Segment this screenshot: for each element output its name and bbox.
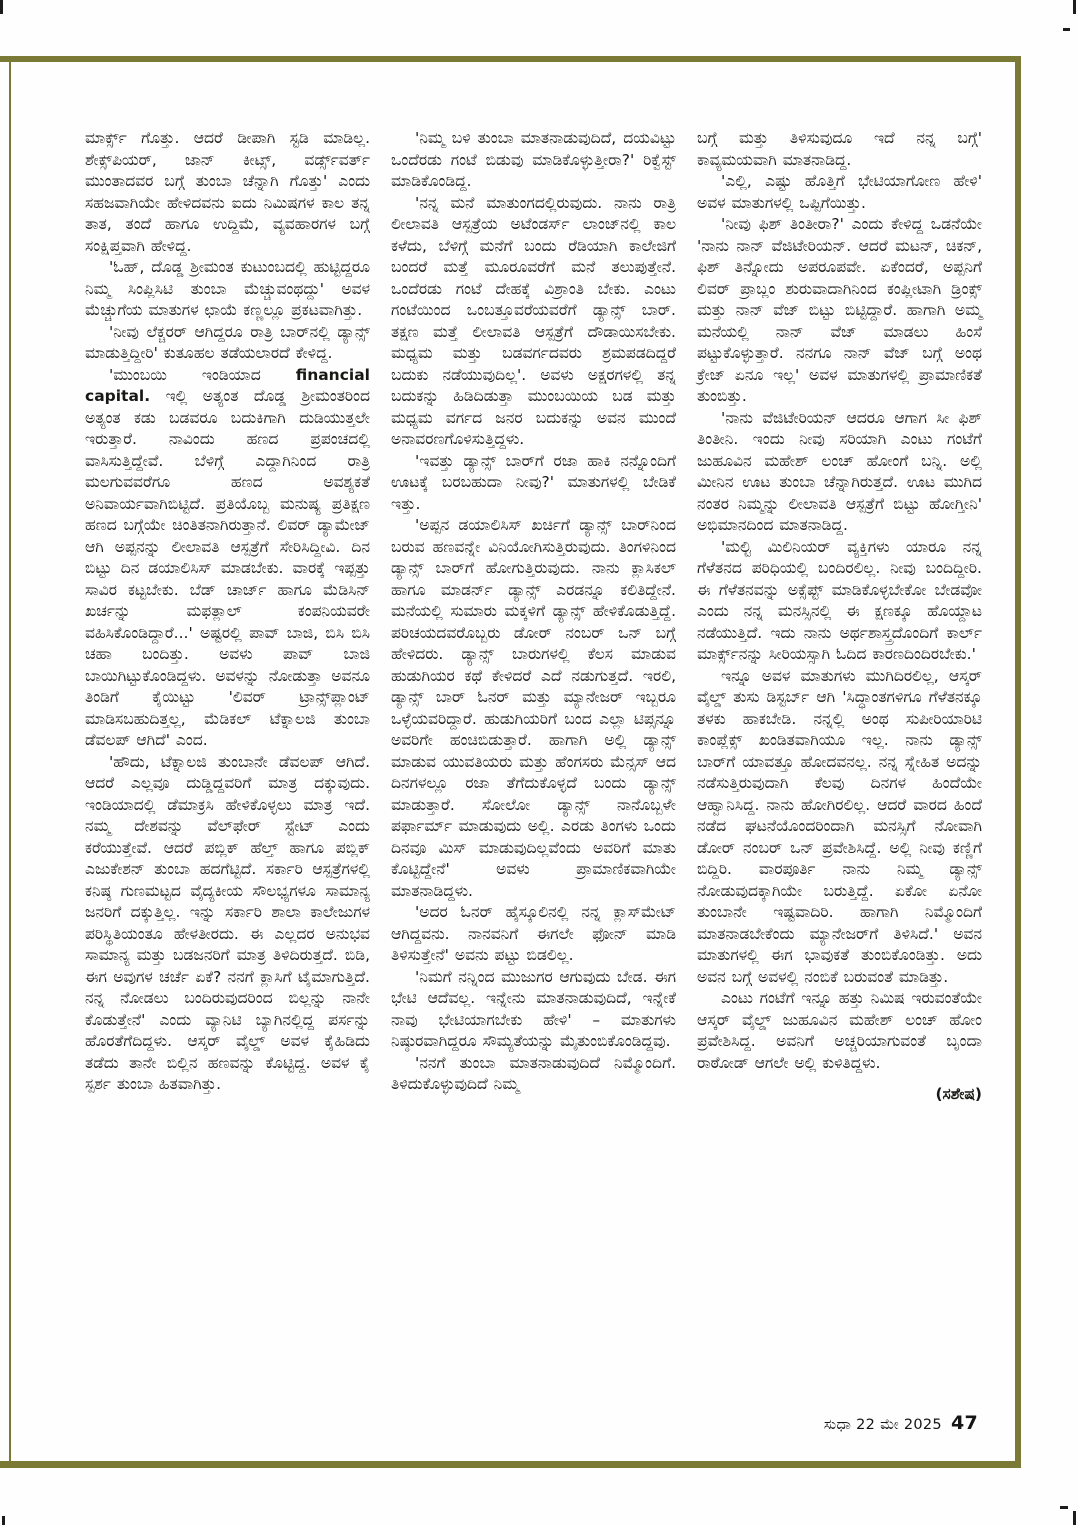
paragraph-text: 'ನಿಮ್ಮ ಬಳಿ ತುಂಬಾ ಮಾತನಾಡುವುದಿದೆ, ದಯವಿಟ್ಟು ಒಂದೆರಡು ಗಂಟೆ ಬಿಡುವು ಮಾಡಿಕೊಳ್ಳುತ್ತೀರಾ?' ರಿಕ್ವೆಸ್ಟ್ ಮಾಡಿಕೊಂಡಿದ್ದ.: [391, 129, 676, 190]
paragraph: [391, 902, 676, 967]
paragraph-text: 'ಇವತ್ತು ಡ್ಯಾನ್ಸ್ ಬಾರ್‌ಗೆ ರಜಾ ಹಾಕಿ ನನ್ನೊಂದಿಗೆ ಊಟಕ್ಕೆ ಬರಬಹುದಾ ನೀವು?' ಮಾತುಗಳಲ್ಲಿ ಬೇಡಿಕೆ ಇತ್ತು.: [391, 451, 676, 513]
paragraph: [697, 666, 982, 989]
text-column-2: [391, 128, 676, 1106]
paragraph-text: 'ನನ್ನ ಮನೆ ಮಾತುಂಗದಲ್ಲಿರುವುದು. ನಾನು ರಾತ್ರಿ ಲೀಲಾವತಿ ಆಸ್ಪತ್ರೆಯ ಅಟೆಂಡರ್ಸ್ ಲಾಂಜ್‌ನಲ್ಲಿ ಕಾಲ ಕಳೆದು, ಬೆಳಿಗ್ಗೆ ಮನೆಗೆ ಬಂದು ರೆಡಿಯಾಗಿ ಕಾಲೇಜಿಗೆ ಬಂದರೆ ಮತ್ತೆ ಮೂರೂವರೆಗೆ ಮನೆ ತಲುಪುತ್ತೇನೆ. ಒಂದೆರಡು ಗಂಟೆ ದೇಹಕ್ಕೆ ವಿಶ್ರಾಂತಿ ಬೇಕು. ಎಂಟು ಗಂಟೆಯಿಂದ ಒಂಬತ್ತೂವರೆಯವರೆಗೆ ಡ್ಯಾನ್ಸ್ ಬಾರ್. ತಕ್ಷಣ ಮತ್ತೆ ಲೀಲಾವತಿ ಆಸ್ಪತ್ರೆಗೆ ದೌಡಾಯಿಸಬೇಕು. ಮಧ್ಯಮ ಮತ್ತು ಬಡವರ್ಗದವರು ಶ್ರಮಪಡದಿದ್ದರೆ ಬದುಕು ನಡೆಯುವುದಿಲ್ಲ'. ಅವಳು ಅಕ್ಷರಗಳಲ್ಲಿ ತನ್ನ ಬದುಕನ್ನು ಹಿಡಿದಿಡುತ್ತಾ ಮುಂಬಯಿಯ ಬಡ ಮತ್ತು ಮಧ್ಯಮ ವರ್ಗದ ಜನರ ಬದುಕನ್ನು ಅವನ ಮುಂದೆ ಅನಾವರಣಗೊಳಿಸುತ್ತಿದ್ದಳು.: [391, 193, 676, 448]
paragraph-text: 'ಅದರ ಓನರ್ ಹೈಸ್ಕೂಲಿನಲ್ಲಿ ನನ್ನ ಕ್ಲಾಸ್‌ಮೇಟ್ ಆಗಿದ್ದವನು. ನಾನವನಿಗೆ ಈಗಲೇ ಫೋನ್ ಮಾಡಿ ತಿಳಿಸುತ್ತೇನೆ' ಅವನು ಪಟ್ಟು ಬಿಡಲಿಲ್ಲ.: [391, 903, 676, 964]
paragraph-text: ಇಲ್ಲಿ ಅತ್ಯಂತ ದೊಡ್ಡ ಶ್ರೀಮಂತರಿಂದ ಅತ್ಯಂತ ಕಡು ಬಡವರೂ ಬದುಕಿಗಾಗಿ ದುಡಿಯುತ್ತಲೇ ಇರುತ್ತಾರೆ. ನಾವಿಂದು ಹಣದ ಪ್ರಪಂಚದಲ್ಲಿ ವಾಸಿಸುತ್ತಿದ್ದೇವೆ. ಬೆಳಿಗ್ಗೆ ಎದ್ದಾಗಿನಿಂದ ರಾತ್ರಿ ಮಲಗುವವರೆಗೂ ಹಣದ ಅವಶ್ಯಕತೆ ಅನಿವಾರ್ಯವಾಗಿಬಿಟ್ಟಿದೆ. ಪ್ರತಿಯೊಬ್ಬ ಮನುಷ್ಯ ಪ್ರತಿಕ್ಷಣ ಹಣದ ಬಗ್ಗೆಯೇ ಚಿಂತಿತನಾಗಿರುತ್ತಾನೆ. ಲಿವರ್ ಡ್ಯಾಮೇಜ್ ಆಗಿ ಅಪ್ಪನನ್ನು ಲೀಲಾವತಿ ಆಸ್ಪತ್ರೆಗೆ ಸೇರಿಸಿದ್ದೀವಿ. ದಿನ ಬಿಟ್ಟು ದಿನ ಡಯಾಲಿಸಿಸ್ ಮಾಡಬೇಕು. ವಾರಕ್ಕೆ ಇಪ್ಪತ್ತು ಸಾವಿರ ಕಟ್ಟಬೇಕು. ಬೆಡ್ ಚಾರ್ಜ್ ಹಾಗೂ ಮೆಡಿಸಿನ್ ಖರ್ಚನ್ನು ಮಫತ್ಲಾಲ್ ಕಂಪನಿಯವರೇ ವಹಿಸಿಕೊಂಡಿದ್ದಾರೆ...' ಅಷ್ಟರಲ್ಲಿ ಪಾವ್ ಬಾಜಿ, ಬಿಸಿ ಬಿಸಿ ಚಹಾ ಬಂದಿತ್ತು. ಅವಳು ಪಾವ್ ಬಾಜಿ ಬಾಯಿಗಿಟ್ಟುಕೊಂಡಿದ್ದಳು. ಅವಳನ್ನು ನೋಡುತ್ತಾ ಅವನೂ ತಿಂಡಿಗೆ ಕೈಯಿಟ್ಟು 'ಲಿವರ್ ಟ್ರಾನ್ಸ್‌ಪ್ಲಾಂಟ್ ಮಾಡಿಸಬಹುದಿತ್ತಲ್ಲ, ಮೆಡಿಕಲ್ ಟೆಕ್ನಾಲಜಿ ತುಂಬಾ ಡೆವಲಪ್ ಆಗಿದೆ' ಎಂದ.: [85, 387, 370, 749]
paragraph-text: ಇನ್ನೂ ಅವಳ ಮಾತುಗಳು ಮುಗಿದಿರಲಿಲ್ಲ, ಆಸ್ಕರ್ ವೈಲ್ಡ್ ತುಸು ಡಿಸ್ಟರ್ಬ್ ಆಗಿ 'ಸಿದ್ಧಾಂತಗಳಿಗೂ ಗೆಳೆತನಕ್ಕೂ ತಳಕು ಹಾಕಬೇಡಿ. ನನ್ನಲ್ಲಿ ಅಂಥ ಸುಪೀರಿಯಾರಿಟಿ ಕಾಂಪ್ಲೆಕ್ಸ್ ಖಂಡಿತವಾಗಿಯೂ ಇಲ್ಲ. ನಾನು ಡ್ಯಾನ್ಸ್ ಬಾರ್‌ಗೆ ಯಾವತ್ತೂ ಹೋದವನಲ್ಲ. ನನ್ನ ಸ್ನೇಹಿತ ಅದನ್ನು ನಡೆಸುತ್ತಿರುವುದಾಗಿ ಕೆಲವು ದಿನಗಳ ಹಿಂದೆಯೇ ಆಹ್ವಾನಿಸಿದ್ದ. ನಾನು ಹೋಗಿರಲಿಲ್ಲ. ಆದರೆ ವಾರದ ಹಿಂದೆ ನಡೆದ ಘಟನೆಯೊಂದರಿಂದಾಗಿ ಮನಸ್ಸಿಗೆ ನೋವಾಗಿ ಡೋರ್ ನಂಬರ್ ಒನ್ ಪ್ರವೇಶಿಸಿದ್ದೆ. ಅಲ್ಲಿ ನೀವು ಕಣ್ಣಿಗೆ ಬಿದ್ದಿರಿ. ವಾರಪೂರ್ತಿ ನಾನು ನಿಮ್ಮ ಡ್ಯಾನ್ಸ್ ನೋಡುವುದಕ್ಕಾಗಿಯೇ ಬರುತ್ತಿದ್ದೆ. ಏಕೋ ಏನೋ ತುಂಬಾನೇ ಇಷ್ಟವಾದಿರಿ. ಹಾಗಾಗಿ ನಿಮ್ಮೊಂದಿಗೆ ಮಾತನಾಡಬೇಕೆಂದು ಮ್ಯಾನೇಜರ್‌ಗೆ ತಿಳಿಸಿದೆ.' ಅವನ ಮಾತುಗಳಲ್ಲಿ ಈಗ ಭಾವುಕತೆ ತುಂಬಿಕೊಂಡಿತ್ತು. ಅದು ಅವನ ಬಗ್ಗೆ ಅವಳಲ್ಲಿ ನಂಬಿಕೆ ಬರುವಂತೆ ಮಾಡಿತ್ತು.: [697, 666, 982, 986]
paragraph-text: financial capital.: [85, 365, 370, 405]
continuation-note: [697, 1084, 982, 1106]
paragraph: [697, 537, 982, 666]
crop-mark-bottom-right: [1073, 1511, 1076, 1525]
page-border-bottom: [0, 1461, 1021, 1468]
paragraph-text: (ಸಶೇಷ): [935, 1085, 982, 1103]
paragraph-text: 'ನನಗೆ ತುಂಬಾ ಮಾತನಾಡುವುದಿದೆ ನಿಮ್ಮೊಂದಿಗೆ. ತಿಳಿದುಕೊಳ್ಳುವುದಿದೆ ನಿಮ್ಮ: [391, 1053, 676, 1093]
paragraph-text: 'ನಿಮಗೆ ನನ್ನಿಂದ ಮುಜುಗರ ಆಗುವುದು ಬೇಡ. ಈಗ ಭೇಟಿ ಆದೆವಲ್ಲ. ಇನ್ನೇನು ಮಾತನಾಡುವುದಿದೆ, ಇನ್ನೇಕೆ ನಾವು ಭೇಟಿಯಾಗಬೇಕು ಹೇಳಿ' – ಮಾತುಗಳು ನಿಷ್ಠುರವಾಗಿದ್ದರೂ ಸೌಮ್ಯತೆಯನ್ನು ಮೈತುಂಬಿಕೊಂಡಿದ್ದವು.: [391, 967, 676, 1050]
page-border-top: [0, 56, 1021, 62]
paragraph: [85, 257, 370, 322]
crop-mark-bottom-left: [2, 1516, 5, 1525]
paragraph: [697, 408, 982, 537]
crop-mark-right-upper: [1063, 28, 1070, 31]
paragraph: [85, 752, 370, 1096]
paragraph-text: 'ನೀವು ಫಿಶ್ ತಿಂತೀರಾ?' ಎಂದು ಕೇಳಿದ್ದ ಒಡನೆಯೇ 'ನಾನು ನಾನ್ ವೆಜಿಟೇರಿಯನ್. ಆದರೆ ಮಟನ್, ಚಿಕನ್, ಫಿಶ್ ತಿನ್ನೋದು ಅಪರೂಪವೇ. ಏಕೆಂದರೆ, ಅಪ್ಪನಿಗೆ ಲಿವರ್ ಪ್ರಾಬ್ಲಂ ಶುರುವಾದಾಗಿನಿಂದ ಕಂಪ್ಲೀಟಾಗಿ ಡ್ರಿಂಕ್ಸ್ ಮತ್ತು ನಾನ್ ವೆಜ್ ಬಿಟ್ಟು ಬಿಟ್ಟಿದ್ದಾರೆ. ಹಾಗಾಗಿ ಅಮ್ಮ ಮನೆಯಲ್ಲಿ ನಾನ್ ವೆಜ್ ಮಾಡಲು ಹಿಂಸೆ ಪಟ್ಟುಕೊಳ್ಳುತ್ತಾರೆ. ನನಗೂ ನಾನ್ ವೆಜ್ ಬಗ್ಗೆ ಅಂಥ ಕ್ರೇಜ್ ಏನೂ ಇಲ್ಲ' ಅವಳ ಮಾತುಗಳಲ್ಲಿ ಪ್ರಾಮಾಣಿಕತೆ ತುಂಬಿತ್ತು.: [697, 215, 982, 405]
paragraph-text: 'ಎಲ್ಲಿ, ಎಷ್ಟು ಹೊತ್ತಿಗೆ ಭೇಟಿಯಾಗೋಣ ಹೇಳಿ' ಅವಳ ಮಾತುಗಳಲ್ಲಿ ಒಪ್ಪಿಗೆಯಿತ್ತು.: [697, 172, 982, 212]
paragraph-text: ಎಂಟು ಗಂಟೆಗೆ ಇನ್ನೂ ಹತ್ತು ನಿಮಿಷ ಇರುವಂತೆಯೇ ಆಸ್ಕರ್ ವೈಲ್ಡ್ ಜುಹೂವಿನ ಮಹೇಶ್ ಲಂಚ್ ಹೋಂ ಪ್ರವೇಶಿಸಿದ್ದ. ಅವನಿಗೆ ಅಚ್ಚರಿಯಾಗುವಂತೆ ಬೃಂದಾ ರಾಠೋಡ್ ಆಗಲೇ ಅಲ್ಲಿ ಕುಳಿತಿದ್ದಳು.: [697, 989, 982, 1072]
paragraph-text: 'ಮುಂಬಯಿ ಇಂಡಿಯಾದ: [109, 365, 296, 384]
paragraph-text: ಬಗ್ಗೆ ಮತ್ತು ತಿಳಿಸುವುದೂ ಇದೆ ನನ್ನ ಬಗ್ಗೆ' ಕಾವ್ಯಮಯವಾಗಿ ಮಾತನಾಡಿದ್ದ.: [697, 129, 982, 169]
paragraph-text: 'ಓಹ್, ದೊಡ್ಡ ಶ್ರೀಮಂತ ಕುಟುಂಬದಲ್ಲಿ ಹುಟ್ಟಿದ್ದರೂ ನಿಮ್ಮ ಸಿಂಪ್ಲಿಸಿಟಿ ತುಂಬಾ ಮೆಚ್ಚುವಂಥದ್ದು' ಅವಳ ಮೆಚ್ಚುಗೆಯ ಮಾತುಗಳ ಛಾಯೆ ಕಣ್ಣಲ್ಲೂ ಪ್ರಕಟವಾಗಿತ್ತು.: [85, 258, 370, 319]
page-border-left: [9, 56, 11, 1468]
crop-mark-top-right: [1073, 0, 1076, 14]
paragraph-text: 'ಹೌದು, ಟೆಕ್ನಾಲಜಿ ತುಂಬಾನೇ ಡೆವಲಪ್ ಆಗಿದೆ. ಆದರೆ ಎಲ್ಲವೂ ದುಡ್ಡಿದ್ದವರಿಗೆ ಮಾತ್ರ ದಕ್ಕುವುದು. ಇಂಡಿಯಾದಲ್ಲಿ ಡೆಮಾಕ್ರಸಿ ಹೇಳಿಕೊಳ್ಳಲು ಮಾತ್ರ ಇದೆ. ನಮ್ಮ ದೇಶವನ್ನು ವೆಲ್‌ಫೇರ್ ಸ್ಟೇಟ್ ಎಂದು ಕರೆಯುತ್ತೇವೆ. ಆದರೆ ಪಬ್ಲಿಕ್ ಹೆಲ್ತ್ ಹಾಗೂ ಪಬ್ಲಿಕ್ ಎಜುಕೇಶನ್ ತುಂಬಾ ಹದಗೆಟ್ಟಿದೆ. ಸರ್ಕಾರಿ ಆಸ್ಪತ್ರೆಗಳಲ್ಲಿ ಕನಿಷ್ಠ ಗುಣಮಟ್ಟದ ವೈದ್ಯಕೀಯ ಸೌಲಭ್ಯಗಳೂ ಸಾಮಾನ್ಯ ಜನರಿಗೆ ದಕ್ಕುತ್ತಿಲ್ಲ. ಇನ್ನು ಸರ್ಕಾರಿ ಶಾಲಾ ಕಾಲೇಜುಗಳ ಪರಿಸ್ಥಿತಿಯಂತೂ ಹೇಳತೀರದು. ಈ ಎಲ್ಲದರ ಅನುಭವ ಸಾಮಾನ್ಯ ಮತ್ತು ಬಡಜನರಿಗೆ ಮಾತ್ರ ತಿಳಿದಿರುತ್ತದೆ. ಬಿಡಿ, ಈಗ ಅವುಗಳ ಚರ್ಚೆ ಏಕೆ? ನನಗೆ ಕ್ಲಾಸಿಗೆ ಟೈಮಾಗುತ್ತಿದೆ. ನನ್ನ ನೋಡಲು ಬಂದಿರುವುದರಿಂದ ಬಿಲ್ಲನ್ನು ನಾನೇ ಕೊಡುತ್ತೇನೆ' ಎಂದು ವ್ಯಾನಿಟಿ ಬ್ಯಾಗಿನಲ್ಲಿದ್ದ ಪರ್ಸನ್ನು ಹೊರತೆಗೆದಿದ್ದಳು. ಆಸ್ಕರ್ ವೈಲ್ಡ್ ಅವಳ ಕೈಹಿಡಿದು ತಡೆದು ತಾನೇ ಬಿಲ್ಲಿನ ಹಣವನ್ನು ಕೊಟ್ಟಿದ್ದ. ಅವಳ ಕೈ ಸ್ಪರ್ಶ ತುಂಬಾ ಹಿತವಾಗಿತ್ತು.: [85, 752, 370, 1093]
paragraph: [85, 365, 370, 752]
paragraph: [391, 128, 676, 193]
paragraph: [391, 451, 676, 516]
paragraph: [85, 128, 370, 257]
page-number: 47: [950, 1412, 978, 1434]
text-column-3: [697, 128, 982, 1106]
paragraph: [391, 515, 676, 902]
page-footer: [824, 1412, 978, 1434]
magazine-issue-date: ಸುಧಾ 22 ಮೇ 2025: [823, 1417, 942, 1433]
paragraph-text: 'ಮಲ್ಟಿ ಮಿಲಿನಿಯರ್ ವ್ಯಕ್ತಿಗಳು ಯಾರೂ ನನ್ನ ಗೆಳೆತನದ ಪರಿಧಿಯಲ್ಲಿ ಬಂದಿರಲಿಲ್ಲ. ನೀವು ಬಂದಿದ್ದೀರಿ. ಈ ಗೆಳೆತನವನ್ನು ಅಕ್ಸೆಪ್ಟ್ ಮಾಡಿಕೊಳ್ಳಬೇಕೋ ಬೇಡವೋ ಎಂದು ನನ್ನ ಮನಸ್ಸಿನಲ್ಲಿ ಈ ಕ್ಷಣಕ್ಕೂ ಹೊಯ್ದಾಟ ನಡೆಯುತ್ತಿದೆ. ಇದು ನಾನು ಅರ್ಥಶಾಸ್ತ್ರದೊಂದಿಗೆ ಕಾರ್ಲ್ ಮಾರ್ಕ್ಸ್‌ನನ್ನು ಸೀರಿಯಸ್ಸಾಗಿ ಓದಿದ ಕಾರಣದಿಂದಿರಬೇಕು.': [697, 537, 982, 663]
paragraph: [697, 128, 982, 171]
crop-mark-right-lower: [1060, 1506, 1068, 1509]
paragraph: [391, 1053, 676, 1096]
article-body: [85, 128, 982, 1106]
crop-mark-top-left: [0, 0, 3, 14]
page-border-right: [1015, 56, 1021, 1468]
paragraph-text: 'ನೀವು ಲೆಕ್ಚರರ್ ಆಗಿದ್ದರೂ ರಾತ್ರಿ ಬಾರ್‌ನಲ್ಲಿ ಡ್ಯಾನ್ಸ್ ಮಾಡುತ್ತಿದ್ದೀರಿ' ಕುತೂಹಲ ತಡೆಯಲಾರದೆ ಕೇಳಿದ್ದ.: [85, 322, 370, 362]
paragraph: [697, 171, 982, 214]
text-column-1: [85, 128, 370, 1106]
paragraph: [85, 322, 370, 365]
paragraph: [391, 193, 676, 451]
paragraph: [391, 967, 676, 1053]
paragraph-text: 'ನಾನು ವೆಜಿಟೇರಿಯನ್ ಆದರೂ ಆಗಾಗ ಸೀ ಫಿಶ್ ತಿಂತೀನಿ. ಇಂದು ನೀವು ಸರಿಯಾಗಿ ಎಂಟು ಗಂಟೆಗೆ ಜುಹೂವಿನ ಮಹೇಶ್ ಲಂಚ್ ಹೋಂಗೆ ಬನ್ನಿ. ಅಲ್ಲಿ ಮೀನಿನ ಊಟ ತುಂಬಾ ಚೆನ್ನಾಗಿರುತ್ತದೆ. ಊಟ ಮುಗಿದ ನಂತರ ನಿಮ್ಮನ್ನು ಲೀಲಾವತಿ ಆಸ್ಪತ್ರೆಗೆ ಬಿಟ್ಟು ಹೋಗ್ತೀನಿ' ಅಭಿಮಾನದಿಂದ ಮಾತನಾಡಿದ್ದ.: [697, 408, 982, 534]
paragraph: [697, 988, 982, 1074]
paragraph-text: 'ಅಪ್ಪನ ಡಯಾಲಿಸಿಸ್ ಖರ್ಚಿಗೆ ಡ್ಯಾನ್ಸ್ ಬಾರ್‌ನಿಂದ ಬರುವ ಹಣವನ್ನೇ ವಿನಿಯೋಗಿಸುತ್ತಿರುವುದು. ತಿಂಗಳಿನಿಂದ ಡ್ಯಾನ್ಸ್ ಬಾರ್‌ಗೆ ಹೋಗುತ್ತಿರುವುದು. ನಾನು ಕ್ಲಾಸಿಕಲ್ ಹಾಗೂ ಮಾಡರ್ನ್ ಡ್ಯಾನ್ಸ್ ಎರಡನ್ನೂ ಕಲಿತಿದ್ದೇನೆ. ಮನೆಯಲ್ಲಿ ಸುಮಾರು ಮಕ್ಕಳಿಗೆ ಡ್ಯಾನ್ಸ್ ಹೇಳಿಕೊಡುತ್ತಿದ್ದೆ. ಪರಿಚಯದವರೊಬ್ಬರು ಡೋರ್ ನಂಬರ್ ಒನ್ ಬಗ್ಗೆ ಹೇಳಿದರು. ಡ್ಯಾನ್ಸ್ ಬಾರುಗಳಲ್ಲಿ ಕೆಲಸ ಮಾಡುವ ಹುಡುಗಿಯರ ಕಥೆ ಕೇಳಿದರೆ ಎದೆ ನಡುಗುತ್ತದೆ. ಇರಲಿ, ಡ್ಯಾನ್ಸ್ ಬಾರ್ ಓನರ್ ಮತ್ತು ಮ್ಯಾನೇಜರ್ ಇಬ್ಬರೂ ಒಳ್ಳೆಯವರಿದ್ದಾರೆ. ಹುಡುಗಿಯರಿಗೆ ಬಂದ ಎಲ್ಲಾ ಟಿಪ್ಸನ್ನೂ ಅವರಿಗೇ ಹಂಚಿಬಿಡುತ್ತಾರೆ. ಹಾಗಾಗಿ ಅಲ್ಲಿ ಡ್ಯಾನ್ಸ್ ಮಾಡುವ ಯುವತಿಯರು ಮತ್ತು ಹೆಂಗಸರು ಮೆನ್ಸಸ್ ಆದ ದಿನಗಳಲ್ಲೂ ರಜಾ ತೆಗೆದುಕೊಳ್ಳದೆ ಬಂದು ಡ್ಯಾನ್ಸ್ ಮಾಡುತ್ತಾರೆ. ಸೋಲೋ ಡ್ಯಾನ್ಸ್ ನಾನೊಬ್ಬಳೇ ಪರ್ಫಾರ್ಮ್ ಮಾಡುವುದು ಅಲ್ಲಿ. ಎರಡು ತಿಂಗಳು ಒಂದು ದಿನವೂ ಮಿಸ್ ಮಾಡುವುದಿಲ್ಲವೆಂದು ಅವರಿಗೆ ಮಾತು ಕೊಟ್ಟಿದ್ದೇನೆ' ಅವಳು ಪ್ರಾಮಾಣಿಕವಾಗಿಯೇ ಮಾತನಾಡಿದ್ದಳು.: [391, 516, 676, 900]
paragraph: [697, 214, 982, 408]
paragraph-text: ಮಾರ್ಕ್ಸ್ ಗೊತ್ತು. ಆದರೆ ಡೀಪಾಗಿ ಸ್ಟಡಿ ಮಾಡಿಲ್ಲ. ಶೇಕ್ಸ್‌ಪಿಯರ್, ಜಾನ್ ಕೀಟ್ಸ್, ವರ್ಡ್ಸ್‌ವರ್ತ್ ಮುಂತಾದವರ ಬಗ್ಗೆ ತುಂಬಾ ಚೆನ್ನಾಗಿ ಗೊತ್ತು' ಎಂದು ಸಹಜವಾಗಿಯೇ ಹೇಳಿದವನು ಐದು ನಿಮಿಷಗಳ ಕಾಲ ತನ್ನ ತಾತ, ತಂದೆ ಹಾಗೂ ಉದ್ದಿಮೆ, ವ್ಯವಹಾರಗಳ ಬಗ್ಗೆ ಸಂಕ್ಷಿಪ್ತವಾಗಿ ಹೇಳಿದ್ದ.: [85, 129, 370, 255]
